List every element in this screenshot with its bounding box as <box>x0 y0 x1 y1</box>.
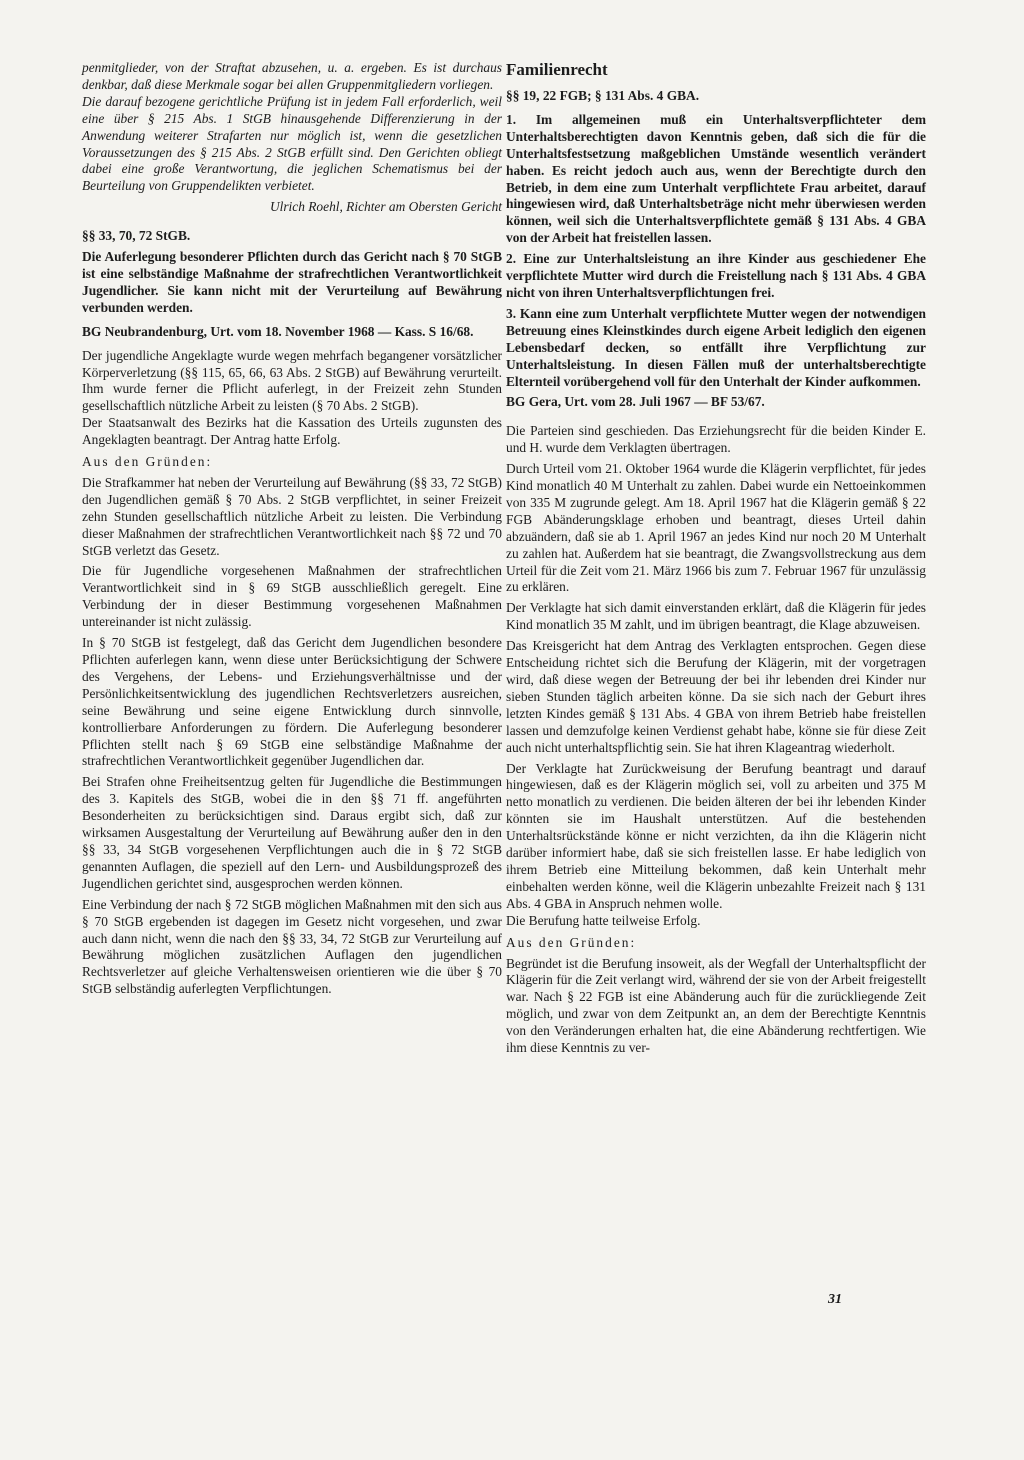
reasons-paragraph: Bei Strafen ohne Freiheitsentzug gelten für Jugendliche die Bestimmungen des 3. Kapitels des StGB, wobei die in den §§ 71 ff. angeführten Besonderheiten zu berücksichtigen sind. Daraus ergibt sich, daß zur wirksamen Ausgestaltung der Verurteilung auf Bewährung außer den in den §§ 33, 34 StGB vorgesehenen Verpflichtungen auch die in § 72 StGB genannten Auflagen, die speziell auf den Lern- und Ausbildungsprozeß des Jugendlichen gerichtet sind, ausgesprochen werden können. <box>82 774 502 891</box>
facts-paragraph: Der Staatsanwalt des Bezirks hat die Kassation des Urteils zugunsten des Angeklagten beantragt. Der Antrag hatte Erfolg. <box>82 415 502 448</box>
reasons-paragraph: Die Strafkammer hat neben der Verurteilung auf Bewährung (§§ 33, 72 StGB) den Jugendlichen gemäß § 70 Abs. 2 StGB verpflichtet, in seiner Freizeit zehn Stunden gesellschaftlich nützliche Arbeit zu leisten. Die Verbindung dieser Maßnahmen der strafrechtlichen Verantwortlichkeit nach §§ 72 und 70 StGB verletzt das Gesetz. <box>82 474 502 558</box>
right-column <box>506 60 926 1057</box>
reasons-heading: Aus den Gründen: <box>506 934 637 950</box>
facts-paragraph: Der Verklagte hat sich damit einverstanden erklärt, daß die Klägerin für jedes Kind monatlich 35 M zahlt, und im übrigen beantragt, die Klage abzuweisen. <box>506 600 926 633</box>
facts-paragraph: Der jugendliche Angeklagte wurde wegen mehrfach begangener vorsätzlicher Körperverletzung (§§ 115, 65, 66, 63 Abs. 2 StGB) auf Bewährung verurteilt. Ihm wurde ferner die Pflicht auferlegt, in der Freizeit zehn Stunden gesellschaftlich nützliche Arbeit zu leisten (§ 70 Abs. 2 StGB). <box>82 347 502 414</box>
headnote: Die Auferlegung besonderer Pflichten durch das Gericht nach § 70 StGB ist eine selbständige Maßnahme der strafrechtlichen Verantwortlichkeit Jugendlicher. Sie kann nicht mit der Verurteilung auf Bewährung verbunden werden. <box>82 249 502 315</box>
section-title: Familienrecht <box>506 60 608 79</box>
headnote: 3. Kann eine zum Unterhalt verpflichtete Mutter wegen der notwendigen Betreuung eines Kleinstkindes durch eigene Arbeit lediglich den eigenen Lebensbedarf decken, so entfällt ihre Verpflichtung zur Unterhaltsleistung. In diesen Fällen muß der unterhaltsberechtigte Elternteil vorübergehend voll für den Unterhalt der Kinder aufkommen. <box>506 305 926 389</box>
intro-paragraph: Die darauf bezogene gerichtliche Prüfung ist in jedem Fall erforderlich, weil eine über § 215 Abs. 1 StGB hinausgehende Differenzierung in der Anwendung weiterer Strafarten nur möglich ist, wenn die gesetzlichen Voraussetzungen des § 215 Abs. 2 StGB erfüllt sind. Den Gerichten obliegt dabei eine große Verantwortung, die jeglichen Schematismus bei der Beurteilung von Gruppendelikten verbietet. <box>82 93 502 194</box>
court-citation: BG Neubrandenburg, Urt. vom 18. November 1968 — Kass. S 16/68. <box>82 323 474 339</box>
intro-paragraph: penmitglieder, von der Straftat abzusehen, u. a. ergeben. Es ist durchaus denkbar, daß diese Merkmale sogar bei allen Gruppenmitgliedern vorliegen. <box>82 60 502 92</box>
author-signature: Ulrich Roehl, Richter am Obersten Gericht <box>269 199 502 215</box>
norm-heading: §§ 33, 70, 72 StGB. <box>82 228 191 244</box>
reasons-paragraph: In § 70 StGB ist festgelegt, daß das Gericht dem Jugendlichen besondere Pflichten auferlegen kann, wenn diese unter Berücksichtigung der Schwere des Vergehens, der Lebens- und Erziehungsverhältnisse und der Persönlichkeitsentwicklung des jugendlichen Rechtsverletzers ausreichen, seine Bewährung und seine eigene Entwicklung durch sinnvolle, kontrollierbare Anforderungen zu fördern. Die Auferlegung besonderer Pflichten stellt nach § 69 StGB eine selbständige Maßnahme der strafrechtlichen Verantwortlichkeit gegenüber Jugendlichen dar. <box>82 635 502 769</box>
facts-paragraph: Das Kreisgericht hat dem Antrag des Verklagten entsprochen. Gegen diese Entscheidung richtet sich die Berufung der Klägerin, mit der vorgetragen wird, daß diese wegen der Betreuung der bei ihr lebenden drei Kinder nur sieben Stunden täglich arbeiten könne. Da sie sich nach der Geburt ihres letzten Kindes gemäß § 131 Abs. 4 GBA von ihrem Betrieb habe freistellen lassen und demzufolge keinen Verdienst gehabt habe, könne sie für diese Zeit auch nicht unterhaltspflichtig sein. Sie hat ihren Klageantrag wiederholt. <box>506 638 926 755</box>
facts-paragraph: Durch Urteil vom 21. Oktober 1964 wurde die Klägerin verpflichtet, für jedes Kind monatlich 40 M Unterhalt zu zahlen. Dabei wurde ein Nettoeinkommen von 335 M zugrunde gelegt. Am 18. April 1967 hat die Klägerin gemäß § 22 FGB Abänderungsklage erhoben und beantragt, dieses Urteil dahin abzuändern, daß sie ab 1. April 1967 an jedes Kind nur noch 20 M Unterhalt zu zahlen hat. Außerdem hat sie beantragt, die Zwangsvollstreckung aus dem Urteil für die Zeit vom 21. März 1966 bis zum 7. Februar 1967 für unzulässig zu erklären. <box>506 461 926 595</box>
reasons-heading: Aus den Gründen: <box>82 454 213 470</box>
headnote: 1. Im allgemeinen muß ein Unterhaltsverpflichteter dem Unterhaltsberechtigten davon Kenntnis geben, daß sich die für die Unterhaltsfestsetzung maßgeblichen Umstände wesentlich verändert haben. Es reicht jedoch auch aus, wenn der Berechtigte durch den Betrieb, in dem eine zum Unterhalt verpflichtete Frau arbeitet, darauf hingewiesen wird, daß Unterhaltsbeträge nicht mehr überwiesen werden können, weil sich die Unterhaltsverpflichtete gemäß § 131 Abs. 4 GBA von der Arbeit hat freistellen lassen. <box>506 111 926 246</box>
left-column <box>82 60 502 998</box>
court-citation: BG Gera, Urt. vom 28. Juli 1967 — BF 53/67. <box>506 394 765 410</box>
facts-paragraph: Die Berufung hatte teilweise Erfolg. <box>506 912 701 928</box>
headnote: 2. Eine zur Unterhaltsleistung an ihre Kinder aus geschiedener Ehe verpflichtete Mutter wird durch die Freistellung nach § 131 Abs. 4 GBA nicht von ihren Unterhaltsverpflichtungen frei. <box>506 251 926 300</box>
reasons-paragraph: Begründet ist die Berufung insoweit, als der Wegfall der Unterhaltspflicht der Klägerin für die Zeit verlangt wird, während der sie von der Arbeit freigestellt war. Nach § 22 FGB ist eine Abänderung auch für die zurückliegende Zeit möglich, und zwar von dem Zeitpunkt an, an dem der Berechtigte Kenntnis von den Veränderungen erhalten hat, die eine Abänderung rechtfertigen. Wie ihm diese Kenntnis zu ver- <box>506 955 926 1056</box>
reasons-paragraph: Die für Jugendliche vorgesehenen Maßnahmen der strafrechtlichen Verantwortlichkeit sind in § 69 StGB ausschließlich geregelt. Eine Verbindung der in dieser Bestimmung vorgesehenen Maßnahmen untereinander ist nicht zulässig. <box>82 563 502 630</box>
page-number: 31 <box>828 1292 842 1307</box>
reasons-paragraph: Eine Verbindung der nach § 72 StGB möglichen Maßnahmen mit den sich aus § 70 StGB ergebenden ist dagegen im Gesetz nicht vorgesehen, und zwar auch dann nicht, wenn die nach den §§ 33, 34, 72 StGB zur Verurteilung auf Bewährung möglichen zusätzlichen Auflagen den jugendlichen Rechtsverletzer auf gleiche Verhaltensweisen orientieren wie die über § 70 StGB selbständig auferlegten Verpflichtungen. <box>82 896 502 997</box>
facts-paragraph: Die Parteien sind geschieden. Das Erziehungsrecht für die beiden Kinder E. und H. wurde dem Verklagten übertragen. <box>506 423 926 456</box>
facts-paragraph: Der Verklagte hat Zurückweisung der Berufung beantragt und darauf hingewiesen, daß es der Klägerin möglich sei, voll zu arbeiten und 375 M netto monatlich zu verdienen. Die beiden älteren der bei ihr lebenden Kinder könnten sie im Haushalt unterstützen. Auf die bestehenden Unterhaltsrückstände könne er nicht verzichten, da ihn die Klägerin nicht darüber informiert habe, daß sie sich freistellen lasse. Er habe lediglich von ihrem Betrieb eine Mitteilung bekommen, daß kein Unterhalt mehr einbehalten werden könne, weil die Klägerin unbezahlte Freizeit nach § 131 Abs. 4 GBA in Anspruch nehmen wolle. <box>506 760 926 911</box>
norm-heading: §§ 19, 22 FGB; § 131 Abs. 4 GBA. <box>506 88 700 103</box>
